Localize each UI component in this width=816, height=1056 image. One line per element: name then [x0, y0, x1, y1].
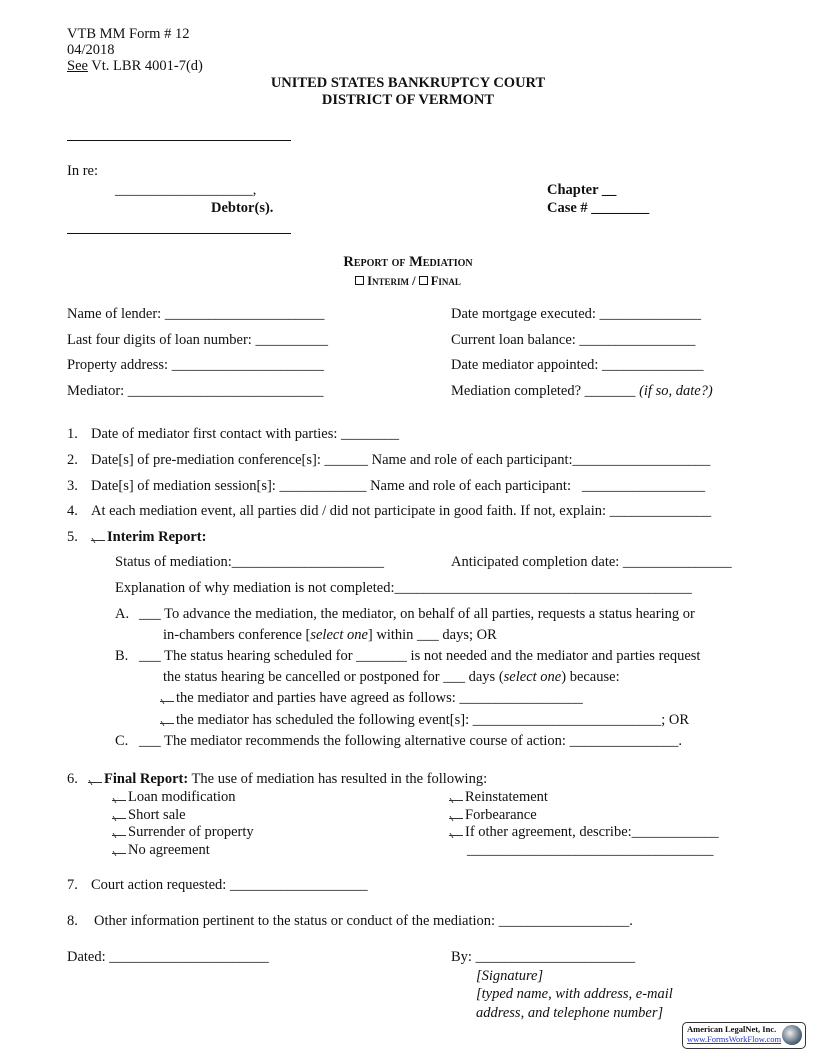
in-re-label: In re: — [67, 163, 98, 179]
item-good-faith[interactable]: At each mediation event, all parties did / did not participate in good faith. If not, explain: ______________ — [91, 503, 712, 519]
checkbox-icon[interactable] — [449, 790, 463, 801]
item-number: 5. — [67, 529, 78, 545]
report-title: Report of Mediation — [343, 254, 473, 270]
checkbox-icon[interactable] — [112, 808, 126, 819]
mediation-completed-field[interactable] — [451, 382, 713, 400]
interim-report-label: Interim Report: — [107, 529, 207, 545]
other-information-field[interactable]: Other information pertinent to the status or conduct of the mediation: __________________. — [94, 913, 633, 929]
item-first-contact[interactable]: Date of mediator first contact with parties: ________ — [91, 426, 400, 442]
debtor-blank: ___________________, — [115, 182, 257, 198]
checkbox-icon[interactable] — [160, 713, 174, 724]
rule-reference — [67, 57, 203, 75]
completed-label: Mediation completed? _______ — [451, 383, 640, 399]
rule-text: Vt. LBR 4001-7(d) — [87, 58, 203, 74]
interim-report-heading — [91, 528, 206, 546]
outcome-short-sale[interactable]: Short sale — [112, 806, 186, 824]
item-pre-mediation[interactable]: Date[s] of pre-mediation conference[s]: ______ Name and role of each participant:___________________ — [91, 452, 711, 468]
checkbox-icon[interactable] — [112, 790, 126, 801]
checkbox-icon[interactable] — [112, 825, 126, 836]
final-report-heading: Final Report: The use of mediation has resulted in the following: — [88, 770, 487, 788]
outcome-other-line[interactable]: __________________________________ — [467, 842, 714, 858]
chapter-field: Chapter __ — [547, 182, 617, 198]
interim-checkbox[interactable] — [355, 276, 364, 285]
form-number: VTB MM Form # 12 — [67, 26, 190, 42]
option-a-label: A. — [115, 606, 130, 622]
final-label: Final — [430, 274, 461, 288]
item-number: 3. — [67, 478, 78, 494]
item-number: 4. — [67, 503, 78, 519]
option-b-cont: the status hearing be cancelled or postponed for ___ days (select one) because: — [163, 669, 620, 685]
item-number: 7. — [67, 877, 78, 893]
checkbox-icon[interactable] — [112, 843, 126, 854]
outcome-no-agreement[interactable]: No agreement — [112, 841, 210, 859]
item-number: 2. — [67, 452, 78, 468]
completed-hint: (if so, date?) — [639, 383, 713, 399]
form-date: 04/2018 — [67, 42, 115, 58]
caption-rule-top — [67, 140, 291, 141]
logo-orb-icon — [782, 1025, 802, 1045]
signature-hint: [Signature] — [476, 968, 544, 984]
anticipated-date-field[interactable]: Anticipated completion date: _______________ — [451, 554, 732, 570]
option-b-text[interactable]: ___ The status hearing scheduled for _______ is not needed and the mediator and parties request — [139, 648, 701, 664]
interim-report-checkbox[interactable] — [91, 530, 105, 541]
explanation-field[interactable]: Explanation of why mediation is not completed:_________________________________________ — [115, 580, 692, 596]
address-hint: address, and telephone number] — [476, 1005, 664, 1021]
option-c-text[interactable]: ___ The mediator recommends the following alternative course of action: _______________. — [139, 733, 682, 749]
option-a-text[interactable]: ___ To advance the mediation, the mediator, on behalf of all parties, requests a status hearing or — [139, 606, 695, 622]
debtor-label: Debtor(s). — [211, 200, 274, 216]
outcome-reinstatement[interactable]: Reinstatement — [449, 788, 548, 806]
outcome-loan-modification[interactable]: Loan modification — [112, 788, 236, 806]
logo-company: American LegalNet, Inc. — [687, 1024, 777, 1034]
item-number: 1. — [67, 426, 78, 442]
mortgage-date-field[interactable]: Date mortgage executed: ______________ — [451, 306, 702, 322]
option-b-label: B. — [115, 648, 129, 664]
court-action-field[interactable]: Court action requested: ___________________ — [91, 877, 368, 893]
report-type — [0, 272, 816, 290]
dated-field[interactable]: Dated: ______________________ — [67, 949, 269, 965]
loan-digits-field[interactable]: Last four digits of loan number: __________ — [67, 332, 328, 348]
final-report-checkbox[interactable] — [88, 772, 102, 783]
property-address-field[interactable]: Property address: _____________________ — [67, 357, 324, 373]
legalnet-logo[interactable] — [682, 1022, 806, 1049]
case-number-field: Case # ________ — [547, 200, 650, 216]
separator: / — [409, 274, 419, 288]
caption-rule-bottom — [67, 233, 291, 234]
outcome-other[interactable]: If other agreement, describe:____________ — [449, 823, 719, 841]
item-number: 8. — [67, 913, 78, 929]
item-mediation-sessions[interactable]: Date[s] of mediation session[s]: ____________ Name and role of each participant: _________________ — [91, 478, 706, 494]
mediator-field[interactable]: Mediator: ___________________________ — [67, 383, 324, 399]
final-checkbox[interactable] — [419, 276, 428, 285]
outcome-surrender[interactable]: Surrender of property — [112, 823, 254, 841]
option-a-cont: in-chambers conference [select one] within ___ days; OR — [163, 627, 497, 643]
court-name: UNITED STATES BANKRUPTCY COURT — [270, 75, 546, 91]
typed-name-hint: [typed name, with address, e-mail — [476, 986, 673, 1002]
interim-label: Interim — [367, 274, 409, 288]
outcome-forbearance[interactable]: Forbearance — [449, 806, 537, 824]
court-district: DISTRICT OF VERMONT — [321, 92, 495, 108]
checkbox-icon[interactable] — [449, 808, 463, 819]
logo-link[interactable]: www.FormsWorkFlow.com — [687, 1034, 782, 1044]
checkbox-icon[interactable] — [160, 691, 174, 702]
option-b-scheduled[interactable]: the mediator has scheduled the following event[s]: __________________________; OR — [160, 711, 689, 729]
lender-field[interactable]: Name of lender: ______________________ — [67, 306, 325, 322]
option-c-label: C. — [115, 733, 129, 749]
item-number: 6. — [67, 771, 78, 787]
status-field[interactable]: Status of mediation:_____________________ — [115, 554, 385, 570]
mediator-appointed-field[interactable]: Date mediator appointed: ______________ — [451, 357, 704, 373]
option-b-agreed[interactable]: the mediator and parties have agreed as follows: _________________ — [160, 689, 583, 707]
see-text: See — [67, 58, 88, 74]
signature-field[interactable]: By: ______________________ — [451, 949, 636, 965]
loan-balance-field[interactable]: Current loan balance: ________________ — [451, 332, 696, 348]
checkbox-icon[interactable] — [449, 825, 463, 836]
